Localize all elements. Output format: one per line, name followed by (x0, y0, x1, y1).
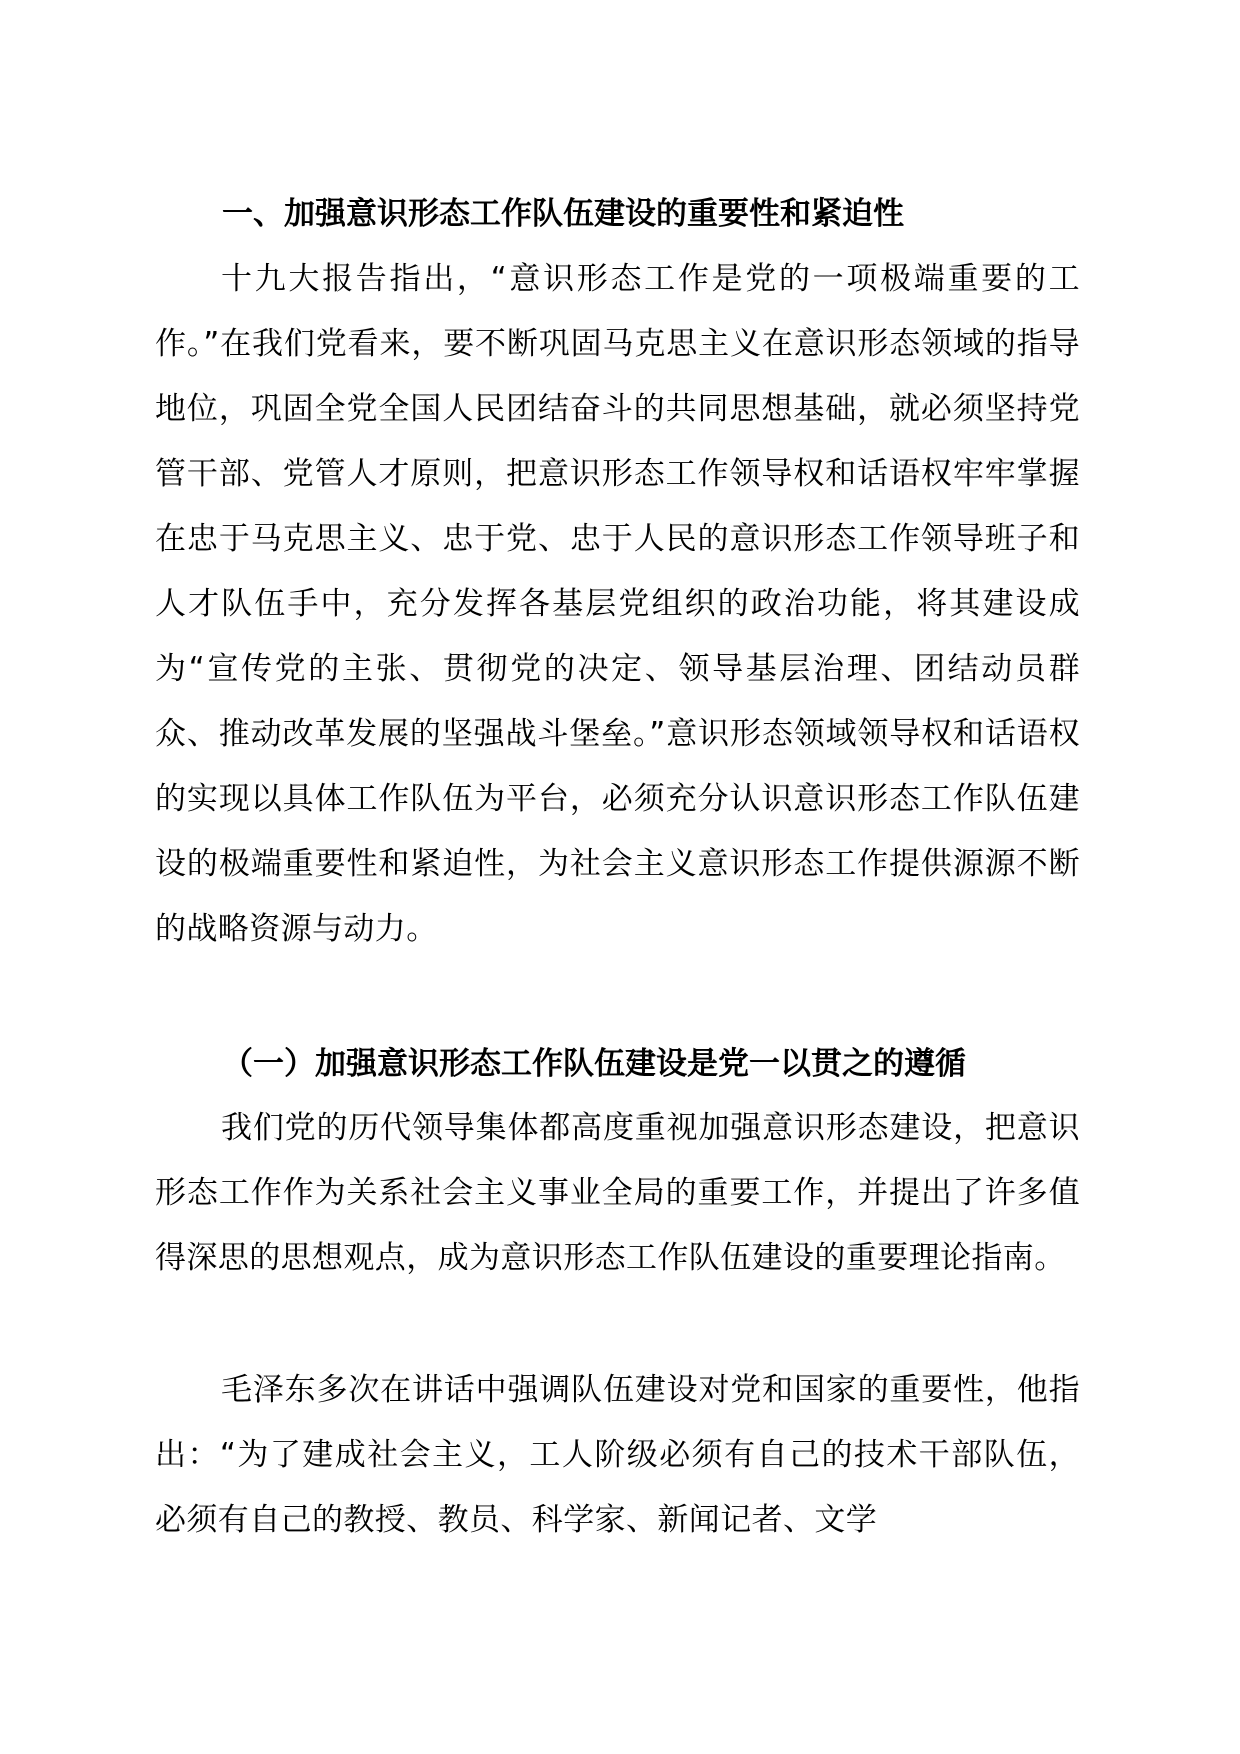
subsection-heading: （一）加强意识形态工作队伍建设是党一以贯之的遵循 (222, 1046, 966, 1082)
section-heading: 一、加强意识形态工作队伍建设的重要性和紧迫性 (222, 196, 904, 232)
paragraph-1: 十九大报告指出，“意识形态工作是党的一项极端重要的工作。”在我们党看来，要不断巩固马克思主义在意识形态领域的指导地位，巩固全党全国人民团结奋斗的共同思想基础，就必须坚持党管干部、党管人才原则，把意识形态工作领导权和话语权牢牢掌握在忠于马克思主义、忠于党、忠于人民的意识形态工作领导班子和人才队伍手中，充分发挥各基层党组织的政治功能，将其建设成为“宣传党的主张、贯彻党的决定、领导基层治理、团结动员群众、推动改革发展的坚强战斗堡垒。”意识形态领域领导权和话语权的实现以具体工作队伍为平台，必须充分认识意识形态工作队伍建设的极端重要性和紧迫性，为社会主义意识形态工作提供源源不断的战略资源与动力。 (155, 261, 1080, 947)
paragraph-2: 我们党的历代领导集体都高度重视加强意识形态建设，把意识形态工作作为关系社会主义事业全局的重要工作，并提出了许多值得深思的思想观点，成为意识形态工作队伍建设的重要理论指南。 (155, 1110, 1080, 1276)
paragraph-3: 毛泽东多次在讲话中强调队伍建设对党和国家的重要性，他指出：“为了建成社会主义，工人阶级必须有自己的技术干部队伍，必须有自己的教授、教员、科学家、新闻记者、文学 (155, 1372, 1080, 1538)
